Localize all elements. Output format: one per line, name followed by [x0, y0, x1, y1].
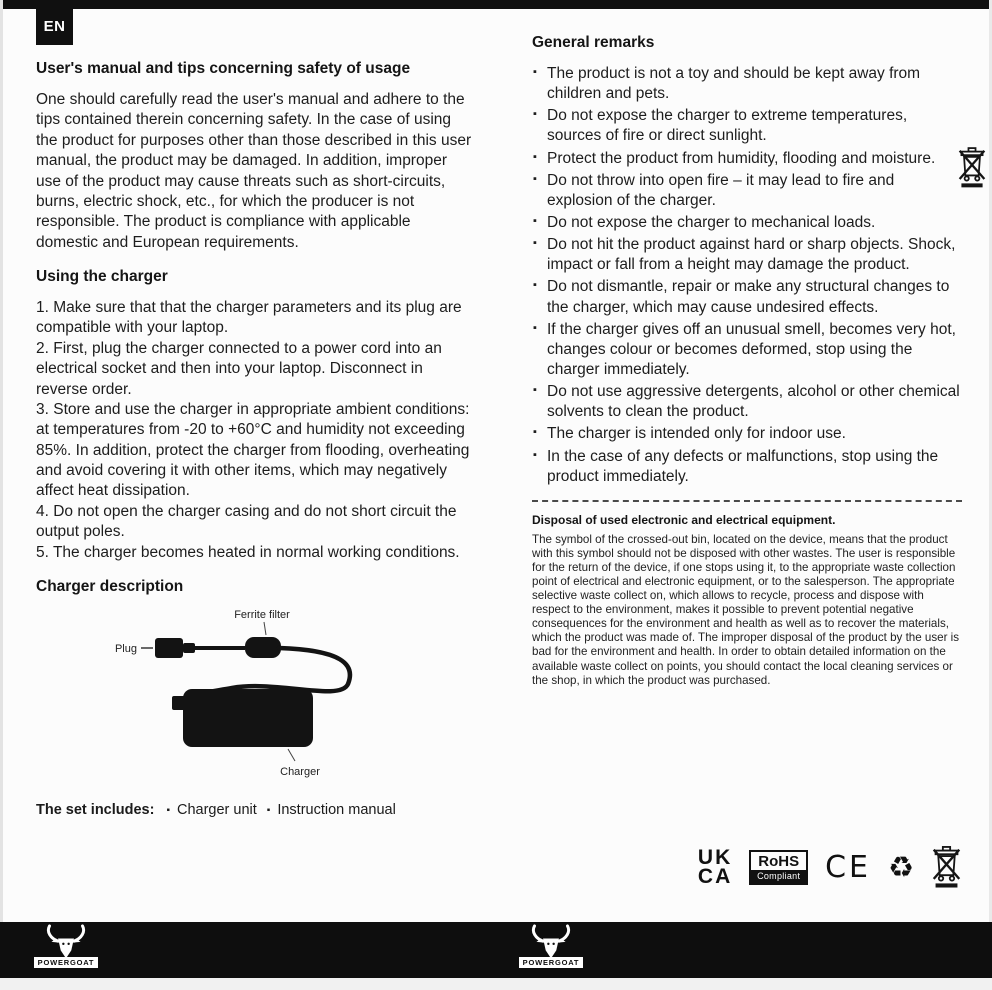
disposal-heading: Disposal of used electronic and electrical equipment.: [532, 512, 836, 527]
manual-title: User's manual and tips concerning safety of usage: [36, 60, 411, 77]
set-includes-item: ▪ Instruction manual: [259, 802, 396, 818]
goat-head-icon: [36, 924, 96, 961]
scan-edge-bottom: [0, 978, 992, 990]
top-border-bar: [0, 0, 992, 9]
remark-item: ▪ Do not expose the charger to extreme temperatures, sources of fire or direct sunlight.: [532, 106, 962, 146]
general-remarks-heading: General remarks: [532, 34, 655, 51]
ukca-mark: [697, 845, 733, 888]
charger-description-heading: Charger description: [36, 577, 184, 595]
set-includes-item: ▪ Charger unit: [158, 802, 256, 818]
remark-item: ▪ If the charger gives off an unusual smell, becomes very hot, changes colour or becomes deformed, stop using the charger immediately.: [532, 320, 962, 380]
plug-connector-shape: [155, 638, 195, 658]
usage-step: 2. First, plug the charger connected to a power cord into an electrical socket and then into your laptop. Disconnect in reverse order.: [36, 339, 442, 398]
plug-label: Plug: [114, 642, 137, 655]
dashed-divider: [532, 500, 962, 502]
set-includes-items: [158, 802, 397, 818]
usage-steps: [36, 298, 473, 563]
rohs-mark: [749, 850, 808, 885]
powergoat-logo: [33, 924, 99, 968]
disposal-text: The symbol of the crossed-out bin, located on the device, means that the product with this symbol should not be disposed with other wastes. The user is responsible for the return of the device, if one stops using it, to the appropriate waste collection point of electrical and electronic equipment, or to the salesperson. The appropriate selective waste collect on, which allows to recycle, process and dispose with respect to the environment, makes it possible to prevent potential negative consequences for the environment and health as well as to recover the materials, which the product was made of. The improper disposal of the product by the user is bad for the environment and health. In order to obtain detailed information on the available waste collect on points, you should contact the local cleaning services or the shop, in which the product was purchased.: [532, 532, 960, 687]
remark-item: ▪ Do not expose the charger to mechanical loads.: [532, 213, 962, 233]
remark-item: ▪ In the case of any defects or malfunctions, stop using the product immediately.: [532, 447, 962, 487]
remark-item: ▪ Do not hit the product against hard or sharp objects. Shock, impact or fall from a height may damage the product.: [532, 235, 962, 275]
left-column: [36, 60, 473, 818]
recycling-icon: ♻: [888, 849, 914, 884]
charger-label: Charger: [280, 765, 320, 778]
charger-brick-shape: [183, 689, 313, 747]
rohs-text: RoHS: [758, 852, 800, 870]
ferrite-filter-label: Ferrite filter: [234, 608, 290, 621]
general-remarks-list: [532, 64, 962, 487]
remark-item: ▪ Do not dismantle, repair or make any structural changes to the charger, which may cause undesired effects.: [532, 277, 962, 317]
remark-item: ▪ The product is not a toy and should be kept away from children and pets.: [532, 64, 962, 104]
powergoat-brand-text: POWERGOAT: [34, 957, 99, 968]
intro-paragraph: One should carefully read the user's manual and adhere to the tips contained therein concerning safety. In the case of using the product for purposes other than those described in this user manual, the product may be damaged. In addition, improper use of the product may cause threats such as short-circuits, burns, electric shock, etc., for which the producer is not responsible. The product is compliance with applicable domestic and European requirements.: [36, 91, 472, 251]
using-the-charger-heading: Using the charger: [36, 268, 168, 285]
remark-item: ▪ Do not use aggressive detergents, alcohol or other chemical solvents to clean the product.: [532, 382, 962, 422]
usage-step: 1. Make sure that that the charger parameters and its plug are compatible with your laptop.: [36, 299, 462, 337]
powergoat-logo: [518, 924, 584, 968]
charger-diagram: [36, 604, 473, 789]
certification-marks-row: [532, 845, 962, 889]
usage-step: 5. The charger becomes heated in normal working conditions.: [36, 543, 460, 561]
ukca-top-text: UK: [697, 845, 733, 869]
set-includes-label: The set includes:: [36, 801, 155, 818]
language-badge: EN: [36, 7, 73, 45]
usage-step: 4. Do not open the charger casing and do not short circuit the output poles.: [36, 502, 457, 541]
remark-item: ▪ The charger is intended only for indoor use.: [532, 424, 962, 444]
powergoat-brand-text: POWERGOAT: [519, 957, 584, 968]
usage-step: 3. Store and use the charger in appropriate ambient conditions: at temperatures from -20 to +60°C and humidity not exceeding 85%. In addition, protect the charger from flooding, overheating and avoid covering it with other items, which may negatively affect heat dissipation.: [36, 400, 470, 500]
scan-edge-left: [0, 0, 3, 990]
remark-item: ▪ Protect the product from humidity, flooding and moisture.: [532, 149, 962, 169]
rohs-compliant-text: Compliant: [751, 870, 806, 883]
ce-mark: CE: [825, 849, 871, 885]
set-includes-line: [36, 802, 473, 818]
ferrite-filter-shape: [245, 637, 281, 658]
goat-head-icon: [521, 924, 581, 961]
ukca-bottom-text: CA: [697, 865, 733, 888]
footer-bar: [0, 922, 992, 978]
weee-bin-icon: [931, 845, 962, 889]
remark-item: ▪ Do not throw into open fire – it may lead to fire and explosion of the charger.: [532, 171, 962, 211]
right-column: [532, 34, 962, 688]
